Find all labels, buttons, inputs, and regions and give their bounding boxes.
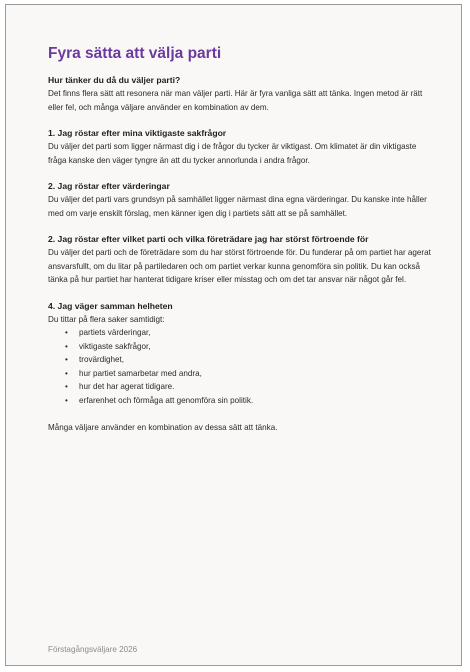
page-title: Fyra sätta att välja parti: [48, 45, 222, 62]
page-footer: Förstagångsväljare 2026: [48, 645, 138, 654]
list-item-text: hur det har agerat tidigare.: [79, 382, 175, 391]
closing-text: Många väljare använder en kombination av dessa sätt att tänka.: [48, 423, 278, 432]
section-issues: [48, 127, 434, 167]
section-values: [48, 180, 434, 220]
document-page: [5, 4, 462, 666]
list-item: [65, 353, 434, 367]
section-text: Du väljer det parti vars grundsyn på samhället ligger närmast dina egna värderingar. Du kanske inte håller med om varje enskilt förslag, men känner igen dig i partiets sätt att se på samhället.: [48, 195, 427, 218]
section-whole: [48, 300, 434, 435]
bullet-icon: •: [65, 355, 68, 364]
list-item: [65, 367, 434, 381]
section-heading: 2. Jag röstar efter vilket parti och vilka företrädare jag har störst förtroende för: [48, 234, 369, 244]
list-item: [65, 326, 434, 340]
section-heading: 4. Jag väger samman helheten: [48, 300, 173, 311]
intro-heading: Hur tänker du då du väljer parti?: [48, 75, 181, 85]
section-text: Du väljer det parti som ligger närmast dig i de frågor du tycker är viktigast. Om klimatet är din viktigaste fråga kanske den väger tyngre än att du tycker annorlunda i andra frågor.: [48, 142, 417, 165]
bullet-list: [48, 326, 434, 407]
bullet-icon: •: [65, 368, 68, 378]
list-item: [65, 340, 434, 354]
list-item-text: partiets värderingar,: [79, 328, 151, 337]
list-item-text: trovärdighet,: [79, 355, 124, 364]
section-text: Du väljer det parti och de företrädare som du har störst förtroende för. Du funderar på om partiet har agerat ansvarsfullt, om du litar på partiledaren och om partiet verkar kunna genomföra sin politik. Du kan också tänka på hur partiet har hanterat tidigare kriser eller misstag och om det tar ansvar när något går fel.: [48, 248, 431, 284]
bullet-icon: •: [65, 328, 68, 337]
intro-text: Det finns flera sätt att resonera när man väljer parti. Här är fyra vanliga sätt att tänka. Ingen metod är rätt eller fel, och många väljare använder en kombination av dem.: [48, 89, 423, 112]
section-heading: 1. Jag röstar efter mina viktigaste sakfrågor: [48, 128, 227, 138]
section-trust: [48, 233, 434, 287]
document-content: [48, 45, 434, 448]
section-text: Du tittar på flera saker samtidigt:: [48, 314, 165, 324]
bullet-icon: •: [65, 395, 68, 405]
bullet-icon: •: [65, 341, 68, 351]
bullet-icon: •: [65, 382, 68, 391]
list-item: [65, 380, 434, 394]
list-item-text: hur partiet samarbetar med andra,: [79, 368, 202, 378]
list-item-text: viktigaste sakfrågor,: [79, 341, 151, 351]
list-item: [65, 394, 434, 408]
intro-section: [48, 74, 434, 114]
list-item-text: erfarenhet och förmåga att genomföra sin politik.: [79, 395, 254, 405]
section-heading: 2. Jag röstar efter värderingar: [48, 181, 170, 191]
